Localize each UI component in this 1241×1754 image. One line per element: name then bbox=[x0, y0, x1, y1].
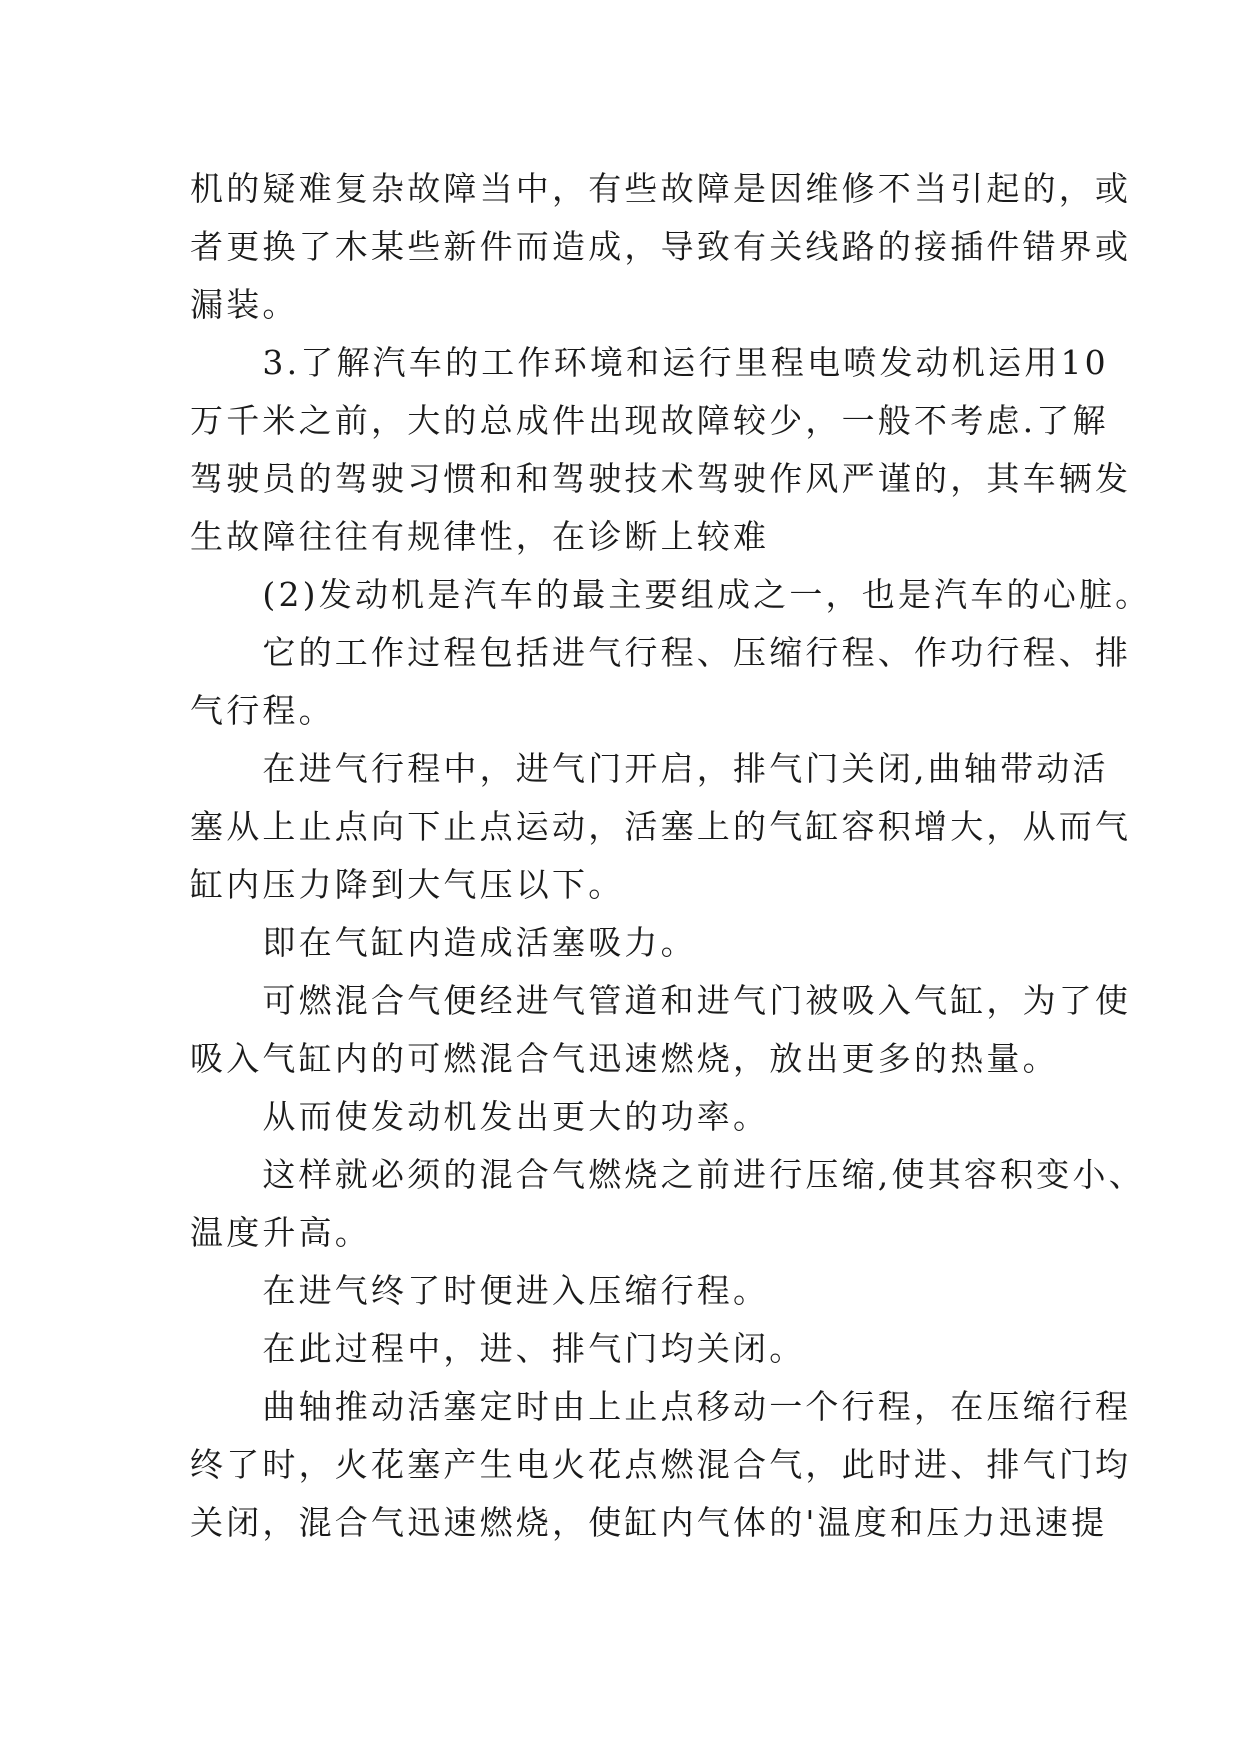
text-line: 生故障往往有规律性，在诊断上较难 bbox=[190, 517, 770, 556]
text-line: 3.了解汽车的工作环境和运行里程电喷发动机运用10 bbox=[190, 343, 1109, 382]
text-line: 在此过程中，进、排气门均关闭。 bbox=[190, 1329, 806, 1368]
text-line: 可燃混合气便经进气管道和进气门被吸入气缸，为了使 bbox=[190, 981, 1132, 1020]
text-line: 塞从上止点向下止点运动，活塞上的气缸容积增大，从而气 bbox=[190, 807, 1132, 846]
text-line: 漏装。 bbox=[190, 285, 299, 324]
text-line: 曲轴推动活塞定时由上止点移动一个行程，在压缩行程 bbox=[190, 1387, 1132, 1426]
text-line: 气行程。 bbox=[190, 691, 335, 730]
text-line: 它的工作过程包括进气行程、压缩行程、作功行程、排 bbox=[190, 633, 1132, 672]
text-line: 终了时，火花塞产生电火花点燃混合气，此时进、排气门均 bbox=[190, 1445, 1132, 1484]
text-line: 在进气行程中，进气门开启，排气门关闭,曲轴带动活 bbox=[190, 749, 1109, 788]
text-line: 从而使发动机发出更大的功率。 bbox=[190, 1097, 770, 1136]
text-line: 缸内压力降到大气压以下。 bbox=[190, 865, 625, 904]
text-line: 吸入气缸内的可燃混合气迅速燃烧，放出更多的热量。 bbox=[190, 1039, 1059, 1078]
text-line: 驾驶员的驾驶习惯和和驾驶技术驾驶作风严谨的，其车辆发 bbox=[190, 459, 1132, 498]
text-line: (2)发动机是汽车的最主要组成之一，也是汽车的心脏。 bbox=[190, 575, 1152, 614]
text-line: 这样就必须的混合气燃烧之前进行压缩,使其容积变小、 bbox=[190, 1155, 1145, 1194]
text-line: 者更换了木某些新件而造成，导致有关线路的接插件错界或 bbox=[190, 227, 1132, 266]
text-line: 温度升高。 bbox=[190, 1213, 371, 1252]
text-line: 即在气缸内造成活塞吸力。 bbox=[190, 923, 697, 962]
text-line: 在进气终了时便进入压缩行程。 bbox=[190, 1271, 770, 1310]
text-line: 万千米之前，大的总成件出现故障较少，一般不考虑.了解 bbox=[190, 401, 1109, 440]
document-body bbox=[190, 160, 1152, 1552]
text-line: 关闭，混合气迅速燃烧，使缸内气体的'温度和压力迅速提 bbox=[190, 1503, 1108, 1542]
text-line: 机的疑难复杂故障当中，有些故障是因维修不当引起的，或 bbox=[190, 169, 1132, 208]
